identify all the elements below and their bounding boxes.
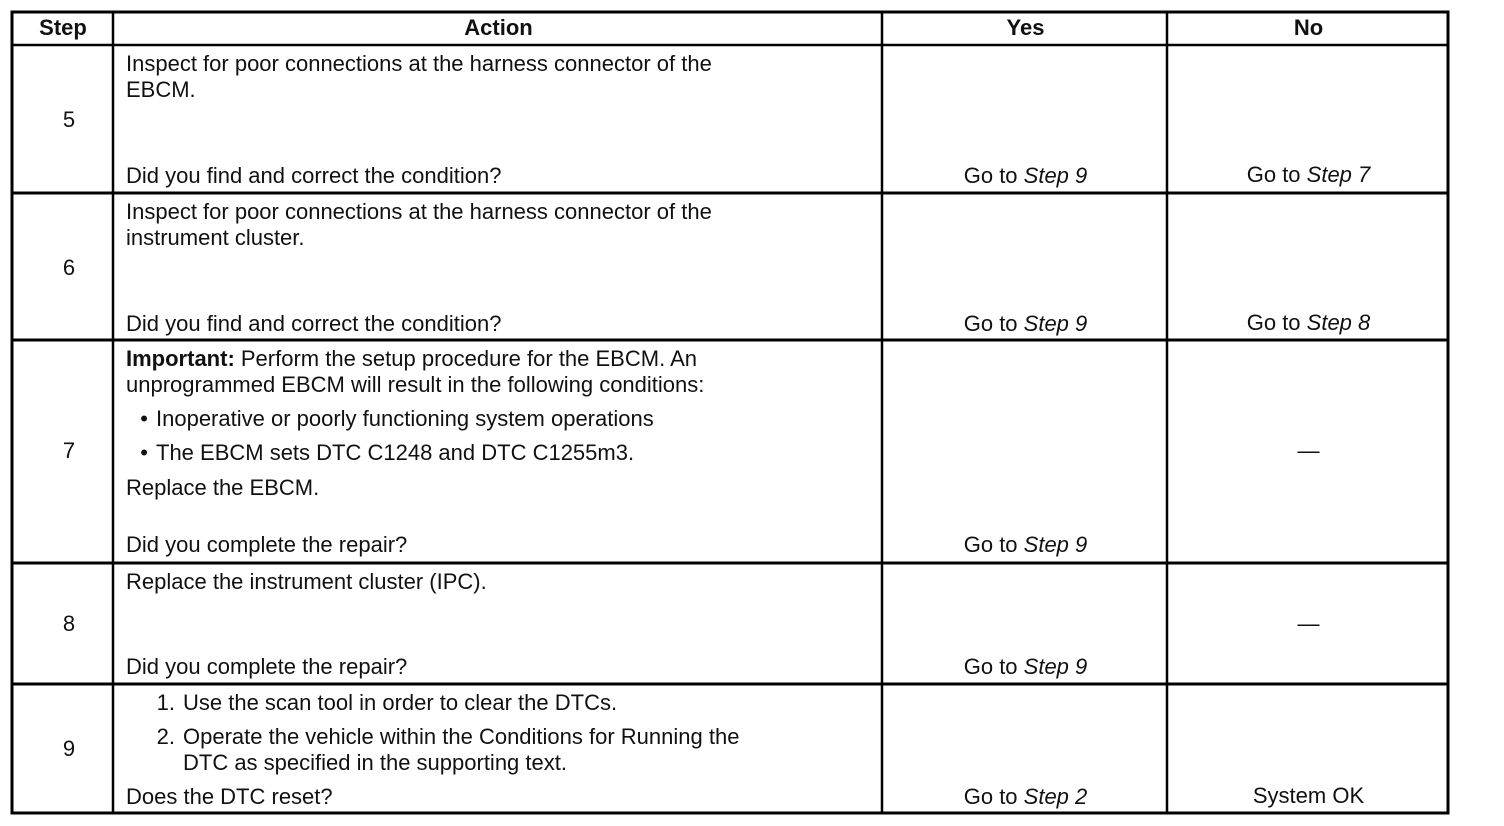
action-text: Replace the EBCM.: [126, 475, 320, 500]
list-item: [145, 724, 739, 776]
important-label: Important:: [126, 346, 235, 371]
no-result: [1169, 310, 1448, 336]
important-text: Perform the setup procedure for the EBCM. An: [234, 346, 697, 371]
bullet-icon: •: [140, 406, 148, 431]
no-prefix: Go to: [1246, 162, 1307, 187]
list-item: [126, 406, 654, 440]
bullet-text: Inoperative or poorly functioning system operations: [156, 406, 654, 431]
question-text: Does the DTC reset?: [126, 784, 333, 809]
step-reference: Step 9: [1023, 532, 1088, 557]
question-text: Did you find and correct the condition?: [126, 311, 502, 336]
header-action: Action: [464, 15, 533, 40]
yes-prefix: Go to: [963, 163, 1024, 188]
bullet-text: The EBCM sets DTC C1248 and DTC C1255m3.: [156, 440, 635, 465]
step-reference: Step 9: [1023, 163, 1088, 188]
yes-result: [884, 163, 1167, 189]
action-line: Inspect for poor connections at the harness connector of the: [126, 51, 712, 76]
yes-prefix: Go to: [963, 532, 1024, 557]
yes-result: [884, 311, 1167, 337]
step-number: 9: [62, 736, 76, 761]
action-line: instrument cluster.: [126, 225, 305, 250]
action-line: Inspect for poor connections at the harness connector of the: [126, 199, 712, 224]
step-number: 5: [62, 107, 76, 132]
question-text: Did you complete the repair?: [126, 532, 408, 557]
no-result: —: [1297, 438, 1320, 463]
step-reference: Step 9: [1023, 311, 1088, 336]
numbered-list: [145, 690, 739, 776]
header-yes: Yes: [1006, 15, 1045, 40]
item-text: Use the scan tool in order to clear the DTCs.: [183, 690, 618, 715]
step-reference: Step 8: [1306, 310, 1371, 335]
action-text: [126, 346, 704, 398]
bullet-icon: •: [140, 440, 148, 465]
item-text: Operate the vehicle within the Conditions for Running the: [183, 724, 740, 749]
step-number: 7: [62, 438, 76, 463]
step-number: 6: [62, 255, 76, 280]
step-number: 8: [62, 611, 76, 636]
no-result: System OK: [1252, 783, 1365, 808]
item-text: DTC as specified in the supporting text.: [183, 750, 567, 775]
no-result: —: [1297, 611, 1320, 636]
action-text: [126, 199, 712, 251]
important-note: [126, 346, 704, 372]
important-note-line: unprogrammed EBCM will result in the following conditions:: [126, 372, 705, 397]
question-text: Did you find and correct the condition?: [126, 163, 502, 188]
no-result: [1169, 162, 1448, 188]
yes-prefix: Go to: [963, 784, 1024, 809]
step-reference: Step 7: [1306, 162, 1371, 187]
yes-prefix: Go to: [963, 654, 1024, 679]
action-line: EBCM.: [126, 77, 196, 102]
step-reference: Step 9: [1023, 654, 1088, 679]
yes-result: [884, 654, 1167, 680]
yes-result: [884, 784, 1167, 810]
no-prefix: Go to: [1246, 310, 1307, 335]
header-no: No: [1293, 15, 1324, 40]
action-text: Replace the instrument cluster (IPC).: [126, 569, 487, 594]
yes-prefix: Go to: [963, 311, 1024, 336]
list-item: [145, 690, 739, 724]
yes-result: [884, 532, 1167, 558]
step-reference: Step 2: [1023, 784, 1088, 809]
action-text: [126, 51, 712, 103]
question-text: Did you complete the repair?: [126, 654, 408, 679]
item-number: 1.: [156, 690, 175, 715]
item-number: 2.: [156, 724, 175, 749]
list-item: [126, 440, 654, 466]
bullet-list: [126, 406, 654, 466]
header-step: Step: [39, 15, 87, 40]
